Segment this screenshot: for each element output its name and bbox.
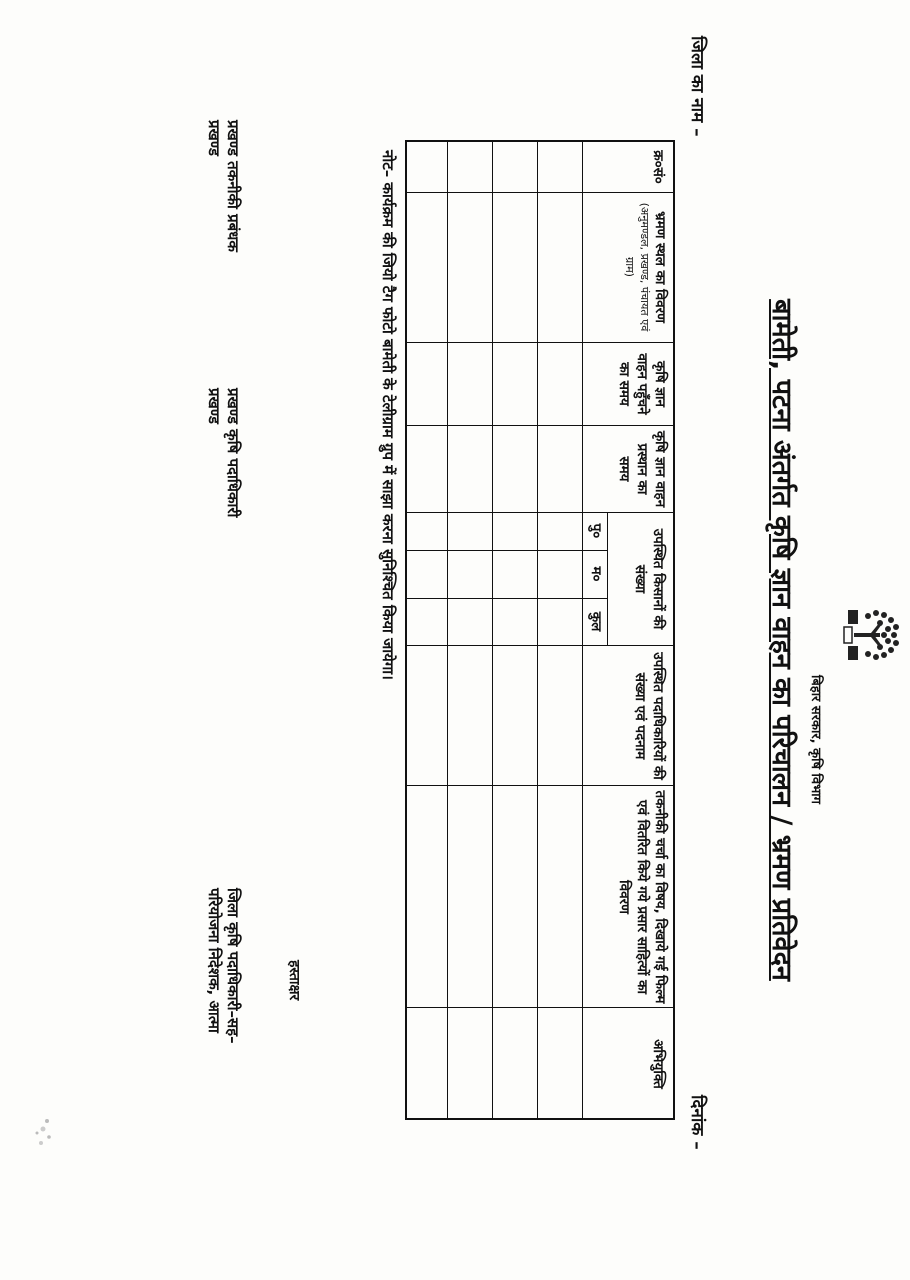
ink-smudge (33, 1115, 55, 1149)
row-divider (537, 142, 538, 1118)
signature-label: हस्ताक्षर (286, 960, 302, 1001)
signature-subtitle: प्रखण्ड (205, 388, 224, 424)
row-divider (492, 142, 493, 1118)
signature-block-technical-manager (205, 120, 243, 252)
signature-subtitle: प्रखण्ड (205, 120, 224, 156)
signature-title: प्रखण्ड कृषि पदाधिकारी (224, 388, 242, 518)
signature-block-district-officer (205, 888, 243, 1044)
row-divider (447, 142, 448, 1118)
header-farmers-male: पु० (588, 523, 604, 539)
signature-title: प्रखण्ड तकनीकी प्रबंधक (224, 120, 242, 252)
header-serial: क्र०सं० (650, 150, 666, 184)
signature-block-agriculture-officer (205, 388, 243, 517)
header-departure: कृषि ज्ञान वाहन प्रस्थान का समय (615, 430, 668, 508)
header-officials: उपस्थित पदाधिकारियों की संख्या एवं पदनाम (631, 652, 666, 780)
row-divider (582, 142, 583, 1118)
header-arrival: कृषि ज्ञान वाहन पहुँचने का समय (615, 353, 668, 415)
header-remarks: अभियुक्ति (650, 1039, 666, 1089)
signature-title: जिला कृषि पदाधिकारी–सह– (224, 888, 242, 1044)
subheader-divider (607, 512, 608, 645)
department-name: बिहार सरकार, कृषि विभाग (808, 675, 823, 804)
district-label: जिला का नाम – (687, 36, 707, 137)
page-title: बामेती, पटना अंतर्गत कृषि ज्ञान वाहन का परिचालन / भ्रमण प्रतिवेदन (766, 299, 797, 981)
column-divider (407, 598, 608, 599)
report-table (405, 140, 675, 1120)
header-location-label: भ्रमण स्थल का विवरण (652, 211, 668, 323)
header-farmers-total: कुल (588, 611, 604, 632)
date-label: दिनांक – (687, 1095, 707, 1150)
bihar-emblem-icon (838, 600, 908, 670)
header-location (621, 197, 669, 337)
note-text: नोट– कार्यक्रम की जियो टैग फोटो बामेती के टेलीग्राम ग्रुप में साझा करना सुनिश्चित किया जायेगा। (379, 150, 397, 680)
signature-subtitle: परियोजना निदेशक, आत्मा (205, 888, 224, 1033)
column-divider (407, 550, 608, 551)
header-farmers: उपस्थित किसानों की संख्या (631, 528, 666, 630)
header-farmers-female: म० (588, 566, 604, 582)
header-topics: तकनीकी चर्चा का विषय, दिखाये गई फिल्म एवं वितरित किये गये प्रसार साहित्यों का विवरण (615, 790, 668, 1004)
header-location-sub: (अनुमण्डल, प्रखण्ड, पंचायत एवं ग्राम) (622, 202, 651, 332)
